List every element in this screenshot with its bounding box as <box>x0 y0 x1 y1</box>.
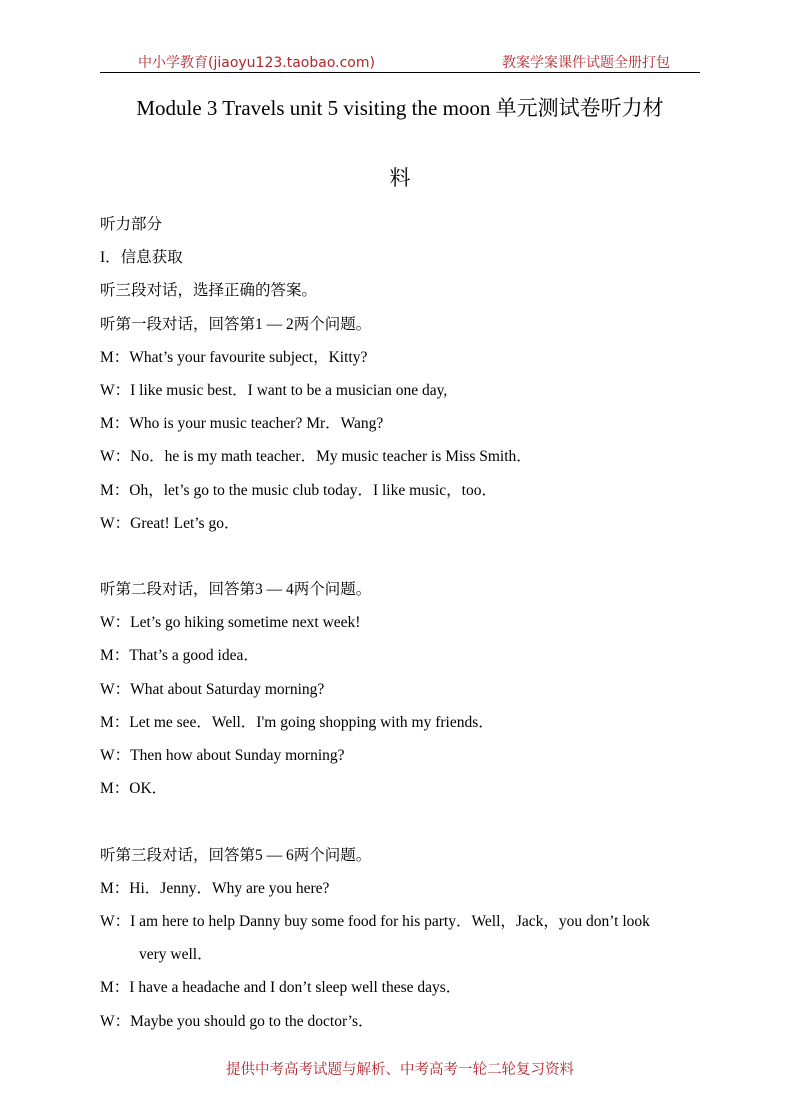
utterance: Hi．Jenny．Why are you here? <box>129 879 330 897</box>
dialogue-line <box>100 739 700 772</box>
utterance: Let me see．Well．I'm going shopping with my friends． <box>129 713 494 731</box>
dialogue-line <box>100 407 700 440</box>
utterance: Oh，let’s go to the music club today．I like music，too． <box>129 481 497 499</box>
dialogue-line <box>100 440 700 473</box>
utterance: I am here to help Danny buy some food for his party．Well，Jack，you don’t look <box>130 912 650 930</box>
dialogue-line <box>100 474 700 507</box>
blank-line <box>100 540 700 573</box>
dialogue-line <box>100 772 700 805</box>
utterance: OK． <box>129 780 168 798</box>
speaker: W： <box>100 680 131 698</box>
section-heading: 听力部分 <box>100 216 163 233</box>
dialogue-line <box>100 971 700 1004</box>
utterance: What about Saturday morning? <box>130 680 325 698</box>
dialogue-line <box>100 872 700 905</box>
dialogue-line-continuation: very well． <box>139 946 213 964</box>
part-heading: I．信息获取 <box>100 249 183 267</box>
dialogue-line <box>100 1005 700 1038</box>
speaker: W： <box>100 912 131 930</box>
dialogue-3-heading: 听第三段对话，回答第5 — 6两个问题。 <box>100 846 372 864</box>
dialogue-line <box>100 905 700 938</box>
header-right-text: 教案学案课件试题全册打包 <box>502 55 670 71</box>
speaker: W： <box>100 747 131 764</box>
speaker: W： <box>100 1012 131 1030</box>
page-header <box>100 50 700 73</box>
utterance: What’s your favourite subject，Kitty? <box>129 348 368 366</box>
dialogue-2-heading: 听第二段对话，回答第3 — 4两个问题。 <box>100 581 372 599</box>
dialogue-1-heading: 听第一段对话，回答第1 — 2两个问题。 <box>100 315 372 333</box>
speaker: M： <box>100 647 130 665</box>
document-body <box>100 208 700 1038</box>
utterance: No．he is my math teacher．My music teacher is Miss Smith． <box>130 448 532 466</box>
blank-line <box>100 805 700 838</box>
utterance: I like music best．I want to be a musician one day, <box>130 381 448 399</box>
utterance: Maybe you should go to the doctor’s． <box>130 1012 374 1030</box>
speaker: W： <box>100 448 131 466</box>
dialogue-line <box>100 706 700 739</box>
speaker: M： <box>100 780 130 798</box>
document-title-line-2: 料 <box>389 166 411 190</box>
speaker: M： <box>100 348 130 366</box>
dialogue-line <box>100 673 700 706</box>
document-title-line-1: Module 3 Travels unit 5 visiting the moon 单元测试卷听力材 <box>136 96 664 120</box>
utterance: Who is your music teacher? Mr．Wang? <box>129 415 384 433</box>
utterance: Great! Let’s go． <box>130 514 240 532</box>
speaker: W： <box>100 381 131 399</box>
speaker: M： <box>100 481 130 499</box>
speaker: M： <box>100 713 130 731</box>
speaker: M： <box>100 415 130 433</box>
dialogue-line <box>100 341 700 374</box>
utterance: Let’s go hiking sometime next week! <box>130 614 361 632</box>
dialogue-line <box>100 639 700 672</box>
speaker: M： <box>100 979 130 997</box>
dialogue-line <box>100 507 700 540</box>
page-footer: 提供中考高考试题与解析、中考高考一轮二轮复习资料 <box>226 1062 574 1078</box>
utterance: Then how about Sunday morning? <box>130 747 345 764</box>
instruction: 听三段对话，选择正确的答案。 <box>100 282 318 300</box>
dialogue-line <box>100 374 700 407</box>
utterance: That’s a good idea． <box>129 647 259 665</box>
dialogue-line <box>100 606 700 639</box>
speaker: W： <box>100 514 131 532</box>
utterance: I have a headache and I don’t sleep well these days． <box>129 979 462 997</box>
header-left-text: 中小学教育(jiaoyu123.taobao.com) <box>138 55 375 71</box>
speaker: M： <box>100 879 130 897</box>
speaker: W： <box>100 614 131 632</box>
